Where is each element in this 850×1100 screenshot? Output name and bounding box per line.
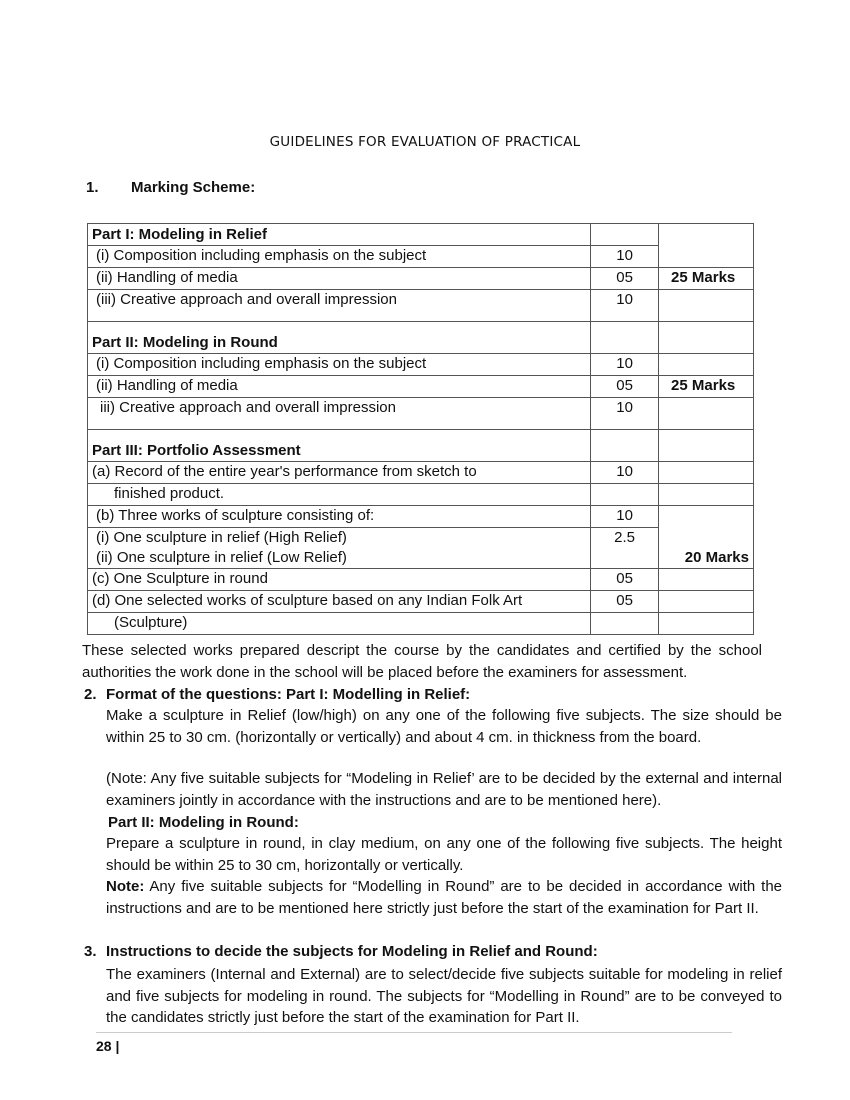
table-row [88, 506, 754, 528]
table-row [88, 268, 754, 290]
footer-divider [96, 1032, 732, 1033]
table-cell-label: finished product. [88, 484, 591, 506]
section-2-paragraph-3: Prepare a sculpture in round, in clay medium, on any one of the following five subjects. The height should be within 25 to 30 cm, horizontally or vertically. [106, 835, 782, 874]
part3-heading [88, 430, 591, 462]
table-cell-marks: 05 [591, 268, 659, 290]
section-1-number: 1. [86, 179, 99, 196]
table-cell-marks: 10 [591, 354, 659, 376]
table-cell-label: (Sculpture) [88, 613, 591, 635]
section-3-number: 3. [84, 943, 97, 960]
section-1-title: Marking Scheme: [131, 179, 256, 196]
table-cell-marks: 10 [591, 290, 659, 322]
section-2-title: Format of the questions: Part I: Modelling in Relief: [106, 686, 471, 703]
section-2-heading [84, 684, 764, 706]
table-row [88, 354, 754, 376]
table-row [88, 528, 754, 569]
section-3-title: Instructions to decide the subjects for Modeling in Relief and Round: [106, 943, 598, 960]
section-3-heading [84, 941, 774, 963]
table-row [88, 246, 754, 268]
section-2-paragraph-1: Make a sculpture in Relief (low/high) on any one of the following five subjects. The size should be within 25 to 30 cm. (horizontally or vertically) and about 4 cm. in thickness from the board. [106, 707, 782, 746]
section-2-note-round [106, 876, 782, 919]
table-cell-label: (b) Three works of sculpture consisting of: [88, 506, 591, 528]
table-cell-marks: 10 [591, 462, 659, 484]
table-row [88, 398, 754, 430]
table-row [88, 376, 754, 398]
page-number: 28 | [96, 1038, 120, 1054]
note-label: Note: [106, 878, 145, 895]
table-row [88, 569, 754, 591]
table-cell-marks: 05 [591, 376, 659, 398]
table-cell-label: iii) Creative approach and overall impression [88, 398, 591, 430]
table-cell-label: (ii) Handling of media [88, 268, 591, 290]
table-cell-label: (c) One Sculpture in round [88, 569, 591, 591]
part3-heading-title: : Portfolio Assessment [137, 442, 301, 459]
section-1-heading [86, 179, 255, 196]
part1-heading: Part I: Modeling in Relief [88, 224, 591, 246]
table-cell-marks: 10 [591, 398, 659, 430]
table-cell-label: (iii) Creative approach and overall impression [88, 290, 591, 322]
part2-total: 25 Marks [659, 376, 754, 398]
section-2-number: 2. [84, 686, 97, 703]
table-cell-marks: 10 [591, 506, 659, 528]
table-cell-label: (a) Record of the entire year's performance from sketch to [88, 462, 591, 484]
table-cell-label: (d) One selected works of sculpture based on any Indian Folk Art [88, 591, 591, 613]
table-row [88, 224, 754, 246]
row-b2-text: (ii) One sculpture in relief (Low Relief) [96, 549, 347, 566]
table-cell-label: (ii) Handling of media [88, 376, 591, 398]
section-2-part2-heading: Part II: Modeling in Round: [108, 814, 299, 831]
table-cell-label: (i) Composition including emphasis on the subject [88, 246, 591, 268]
page-title: GUIDELINES FOR EVALUATION OF PRACTICAL [269, 134, 581, 150]
row-b1-text: (i) One sculpture in relief (High Relief) [96, 529, 347, 546]
part3-heading-label: Part III [92, 442, 138, 459]
after-table-paragraph: These selected works prepared descript the course by the candidates and certified by the school authorities the work done in the school will be placed before the examiners for assessment. [82, 642, 762, 681]
part1-total: 25 Marks [659, 268, 754, 290]
table-row [88, 290, 754, 322]
table-cell-label: (i) Composition including emphasis on the subject [88, 354, 591, 376]
part3-total: 20 Marks [659, 506, 754, 569]
marking-scheme-table [87, 223, 754, 635]
table-row [88, 484, 754, 506]
table-cell-marks: 2.5 [591, 528, 659, 569]
table-cell-marks: 10 [591, 246, 659, 268]
table-row [88, 613, 754, 635]
section-3-paragraph-1: The examiners (Internal and External) are to select/decide five subjects suitable for modeling in relief and five subjects for modeling in round. The subjects for “Modelling in Round” are to be conveyed to the candidates strictly just before the start of the examination for Part II. [106, 966, 782, 1026]
table-row [88, 322, 754, 354]
part2-heading: Part II: Modeling in Round [88, 322, 591, 354]
table-cell-label [88, 528, 591, 569]
table-cell-marks: 05 [591, 569, 659, 591]
table-row [88, 591, 754, 613]
table-cell-marks: 05 [591, 591, 659, 613]
section-2-note-relief: (Note: Any five suitable subjects for “Modeling in Relief’ are to be decided by the external and internal examiners jointly in accordance with the instructions and are to be mentioned here). [106, 770, 782, 809]
table-row [88, 462, 754, 484]
table-row [88, 430, 754, 462]
note-text: Any five suitable subjects for “Modelling in Round” are to be decided in accordance with the instructions and are to be mentioned here strictly just before the start of the examination for Part II. [106, 878, 782, 917]
